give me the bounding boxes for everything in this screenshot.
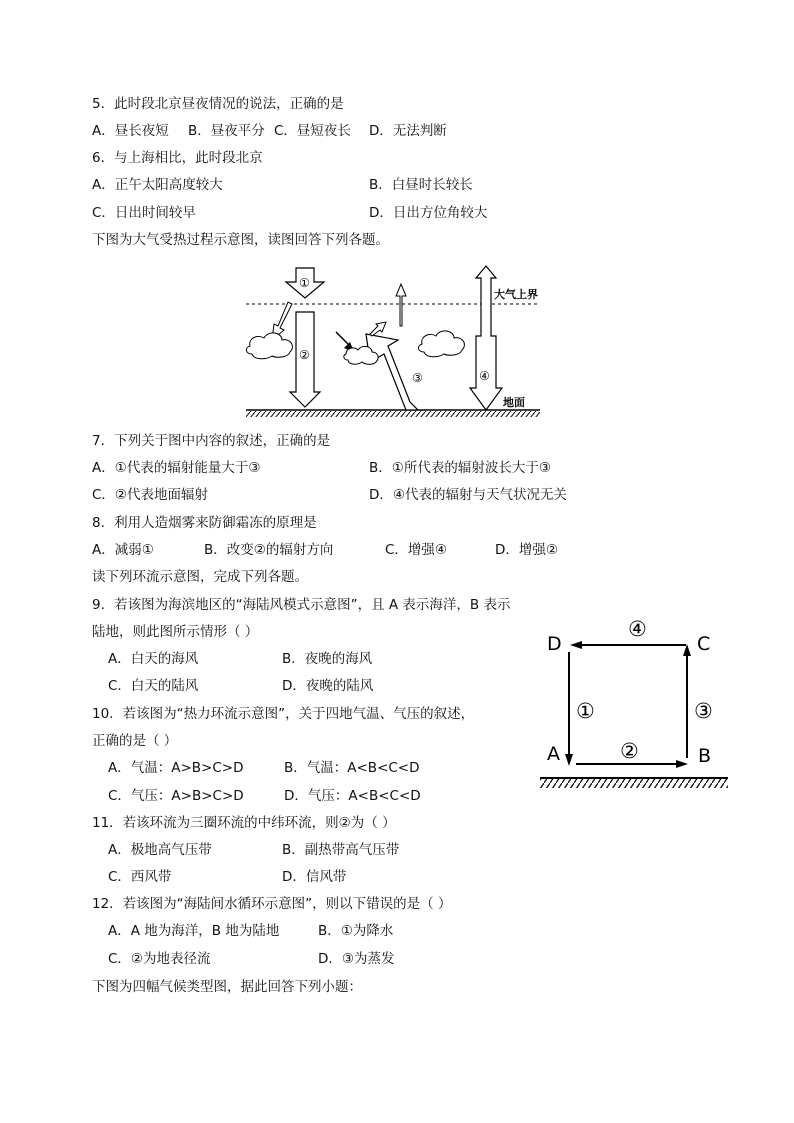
point-b-label: B xyxy=(698,745,712,767)
marker-1: ① xyxy=(299,276,310,290)
q8-option-b: B．改变②的辐射方向 xyxy=(204,542,334,558)
marker-4: ④ xyxy=(479,369,490,383)
atmosphere-heating-diagram xyxy=(240,262,550,422)
q6-option-d: D．日出方位角较大 xyxy=(369,205,488,221)
q5-option-c: C．昼短夜长 xyxy=(274,123,351,139)
q11-option-d: D．信风带 xyxy=(282,869,347,885)
label-atmosphere-top: 大气上界 xyxy=(494,288,538,301)
q10-stem-line1: 10．若该图为“热力环流示意图”，关于四地气温、气压的叙述， xyxy=(92,706,475,722)
q9-option-c: C．白天的陆风 xyxy=(108,678,199,694)
marker-3: ③ xyxy=(412,371,423,385)
ground-hatch-2 xyxy=(540,779,728,788)
point-c-label: C xyxy=(697,633,711,655)
q6-stem: 6．与上海相比，此时段北京 xyxy=(92,150,263,166)
intro-figure-2: 读下列环流示意图，完成下列各题。 xyxy=(92,569,308,585)
q6-option-b: B．白昼时长较长 xyxy=(369,177,473,193)
marker-circ-2: ② xyxy=(620,739,639,763)
q9-stem-line2: 陆地，则此图所示情形（ ） xyxy=(92,624,259,640)
q7-option-b: B．①所代表的辐射波长大于③ xyxy=(369,460,551,476)
intro-figure-3: 下图为四幅气候类型图，据此回答下列小题： xyxy=(92,979,362,995)
q8-option-a: A．减弱① xyxy=(92,542,154,558)
q6-option-c: C．日出时间较早 xyxy=(92,205,196,221)
q12-option-b: B．①为降水 xyxy=(318,923,394,939)
q8-stem: 8．利用人造烟雾来防御霜冻的原理是 xyxy=(92,515,317,531)
q9-option-a: A．白天的海风 xyxy=(108,651,199,667)
arrow-escape-up xyxy=(396,284,406,326)
q9-option-d: D．夜晚的陆风 xyxy=(282,678,374,694)
arrow-2-head xyxy=(676,760,688,768)
label-ground: 地面 xyxy=(503,396,525,409)
q12-option-a: A．A 地为海洋，B 地为陆地 xyxy=(108,923,280,939)
ground-hatch xyxy=(246,411,540,417)
circulation-diagram xyxy=(538,612,734,798)
q5-option-b: B．昼夜平分 xyxy=(188,123,265,139)
cloud-left-icon xyxy=(246,333,292,359)
q7-stem: 7．下列关于图中内容的叙述，正确的是 xyxy=(92,433,331,449)
q11-option-c: C．西风带 xyxy=(108,869,172,885)
arrow-3-ground-radiation xyxy=(366,334,418,410)
intro-figure-1: 下图为大气受热过程示意图，读图回答下列各题。 xyxy=(92,232,389,248)
q8-option-d: D．增强② xyxy=(495,542,558,558)
q7-option-a: A．①代表的辐射能量大于③ xyxy=(92,460,261,476)
q7-option-d: D．④代表的辐射与天气状况无关 xyxy=(369,487,567,503)
marker-2: ② xyxy=(299,348,310,362)
cloud-right-icon xyxy=(418,331,464,357)
q12-stem: 12．若该图为“海陆间水循环示意图”，则以下错误的是（ ） xyxy=(92,896,452,912)
q10-option-d: D．气压：A<B<C<D xyxy=(284,788,421,804)
q6-option-a: A．正午太阳高度较大 xyxy=(92,177,223,193)
q9-stem-line1: 9．若该图为海滨地区的“海陆风模式示意图”，且 A 表示海洋，B 表示 xyxy=(92,597,511,613)
point-d-label: D xyxy=(547,633,562,655)
q7-option-c: C．②代表地面辐射 xyxy=(92,487,209,503)
marker-circ-4: ④ xyxy=(628,617,647,641)
q10-option-c: C．气压：A>B>C>D xyxy=(108,788,244,804)
q9-option-b: B．夜晚的海风 xyxy=(282,651,373,667)
point-a-label: A xyxy=(547,743,560,765)
q10-option-a: A．气温：A>B>C>D xyxy=(108,760,244,776)
q11-stem: 11．若该环流为三圈环流的中纬环流，则②为（ ） xyxy=(92,815,396,831)
marker-circ-3: ③ xyxy=(694,699,713,723)
arrow-escape-small xyxy=(370,322,386,336)
q11-option-a: A．极地高气压带 xyxy=(108,842,212,858)
q10-stem-line2: 正确的是（ ） xyxy=(92,733,178,749)
arrow-4-head xyxy=(570,641,582,649)
q10-option-b: B．气温：A<B<C<D xyxy=(284,760,420,776)
q12-option-c: C．②为地表径流 xyxy=(108,951,211,967)
q5-option-a: A．昼长夜短 xyxy=(92,123,169,139)
q12-option-d: D．③为蒸发 xyxy=(318,951,395,967)
arrow-1-head xyxy=(565,754,573,766)
marker-circ-1: ① xyxy=(576,699,595,723)
q5-option-d: D．无法判断 xyxy=(369,123,447,139)
q5-stem: 5．此时段北京昼夜情况的说法，正确的是 xyxy=(92,96,344,112)
q8-option-c: C．增强④ xyxy=(385,542,448,558)
q11-option-b: B．副热带高气压带 xyxy=(282,842,400,858)
